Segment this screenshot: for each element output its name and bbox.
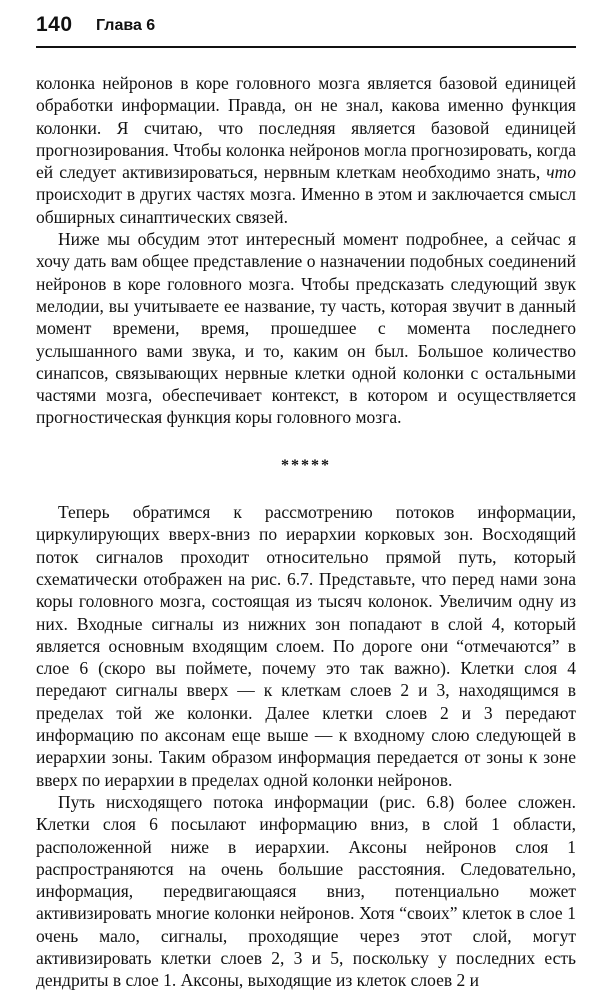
section-separator: ***** [281, 456, 331, 474]
paragraph-2: Ниже мы обсудим этот интересный момент подробнее, а сейчас я хочу дать вам общее представление о назначении подобных соединений нейронов в коре головного мозга. Чтобы предсказать следующий звук мелодии, вы учитываете ее название, ту часть, которая звучит в данный момент времени, время, прошедшее с момента последнего услышанного вами звука, и то, каким он был. Большое количество синапсов, связывающих нервные клетки одной колонки с остальными частями мозга, обеспечивает контекст, в котором и осуществляется прогностическая функция коры головного мозга. [36, 229, 576, 428]
paragraph-3: Теперь обратимся к рассмотрению потоков информации, циркулирующих вверх-вниз по иерархии корковых зон. Восходящий поток сигналов проходит относительно прямой путь, который схематически отображен на рис. 6.7. Представьте, что перед нами зона коры головного мозга, состоящая из тысяч колонок. Увеличим одну из них. Входные сигналы из нижних зон попадают в слой 4, который является основным входящим слоем. По дороге они “отмечаются” в слое 6 (скоро вы поймете, почему это так важно). Клетки слоя 4 передают сигналы вверх — к клеткам слоев 2 и 3, находящимся в пределах той же колонки. Далее клетки слоев 2 и 3 передают информацию по аксонам еще выше — к входному слою следующей в иерархии зоны. Таким образом информация передается от зоны к зоне вверх по иерархии в пределах одной колонки нейронов. [36, 502, 576, 790]
paragraph-1 [36, 72, 576, 228]
emphasis-word: что [546, 162, 576, 183]
paragraph-4: Путь нисходящего потока информации (рис. 6.8) более сложен. Клетки слоя 6 посылают информацию вниз, в слой 1 области, расположенной ниже в иерархии. Аксоны нейронов слоя 1 распространяются на очень большие расстояния. Следовательно, информация, передвигающаяся вниз, потенциально может активизировать многие колонки нейронов. Хотя “своих” клеток в слое 1 очень мало, сигналы, проходящие через этот слой, могут активизировать клетки слоев 2, 3 и 5, поскольку у последних есть дендриты в слое 1. Аксоны, выходящие из клеток слоев 2 и [36, 791, 576, 991]
paragraph-1-after: происходит в других частях мозга. Именно в этом и заключается смысл обширных синаптических связей. [36, 184, 576, 227]
page-number: 140 [36, 13, 73, 36]
paragraph-1-before: колонка нейронов в коре головного мозга является базовой единицей обработки информации. Правда, он не знал, какова именно функция колонки. Я считаю, что последняя является базовой единицей прогнозирования. Чтобы колонка нейронов могла прогнозировать, когда ей следует активизироваться, нервным клеткам необходимо знать, [36, 73, 576, 183]
body-text [36, 72, 576, 992]
chapter-title: Глава 6 [96, 17, 156, 34]
page-header [36, 12, 576, 48]
